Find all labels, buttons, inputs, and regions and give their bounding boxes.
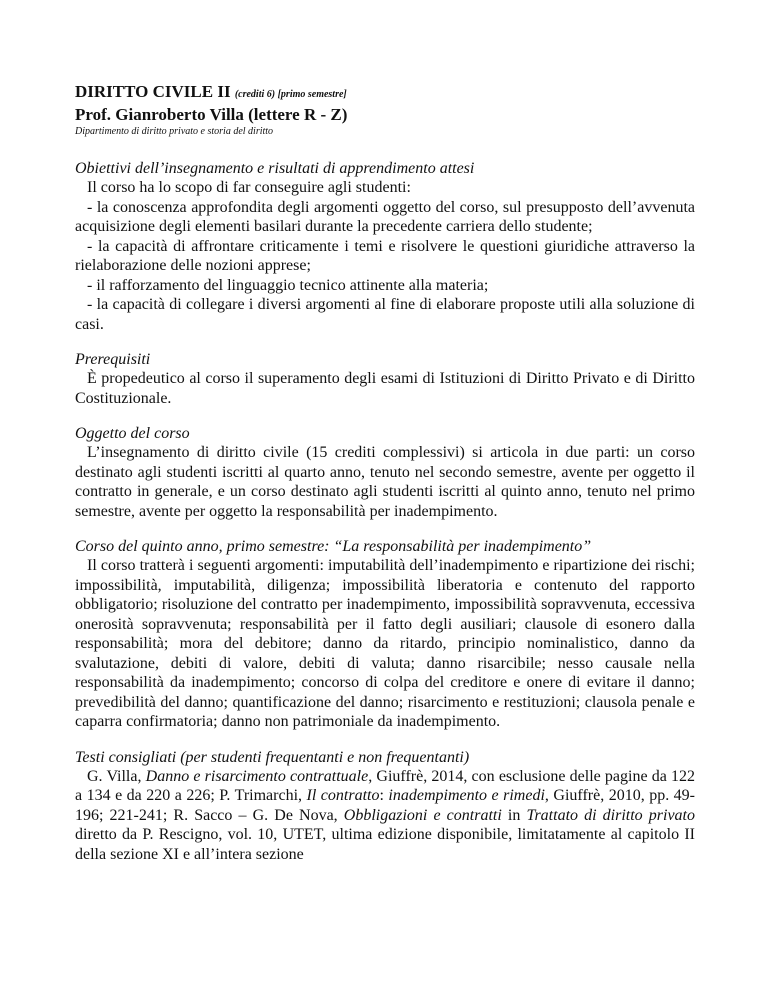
- professor-name: Prof. Gianroberto Villa (lettere R - Z): [75, 105, 348, 124]
- texts-fragment: diretto da P. Rescigno, vol. 10, UTET, ultima edizione disponibile, limitatamente al capitolo II della sezione XI e all’intera sezione: [75, 826, 695, 863]
- prerequisites-heading: Prerequisiti: [75, 351, 151, 368]
- texts-fragment: , Giuffrè, 2010, pp. 49-196; 221-241; R. Sacco – G. De Nova,: [75, 787, 696, 824]
- texts-body: [75, 767, 695, 865]
- texts-section: [75, 748, 695, 865]
- objectives-item: - la capacità di affrontare criticamente i temi e risolvere le questioni giuridiche attraverso la rielaborazione delle nozioni apprese;: [75, 237, 695, 274]
- course-name: DIRITTO CIVILE II: [75, 82, 231, 101]
- prerequisites-text: È propedeutico al corso il superamento degli esami di Istituzioni di Diritto Privato e di Diritto Costituzionale.: [75, 370, 695, 407]
- subject-section: [75, 424, 695, 521]
- objectives-intro: Il corso ha lo scopo di far conseguire agli studenti:: [87, 179, 411, 196]
- subject-text: L’insegnamento di diritto civile (15 crediti complessivi) si articola in due parti: un corso destinato agli studenti iscritti al quarto anno, tenuto nel secondo semestre, avente per oggetto il contratto in generale, e un corso destinato agli studenti iscritti al quinto anno, tenuto nel primo semestre, avente per oggetto la responsabilità per inadempimento.: [75, 444, 695, 520]
- texts-heading: Testi consigliati (per studenti frequentanti e non frequentanti): [75, 748, 470, 766]
- subject-heading: Oggetto del corso: [75, 425, 190, 442]
- objectives-item: - la conoscenza approfondita degli argomenti oggetto del corso, sul presupposto dell’avvenuta acquisizione degli elementi basilari durante la precedente carriera dello studente;: [75, 198, 695, 235]
- course-title: [75, 82, 695, 105]
- objectives-heading: Obiettivi dell’insegnamento e risultati di apprendimento attesi: [75, 160, 475, 177]
- objectives-item: - il rafforzamento del linguaggio tecnico attinente alla materia;: [87, 276, 489, 294]
- objectives-item: - la capacità di collegare i diversi argomenti al fine di elaborare proposte utili alla soluzione di casi.: [75, 296, 695, 333]
- prerequisites-section: [75, 350, 695, 408]
- document-page: [75, 82, 695, 864]
- texts-fragment: in: [501, 806, 527, 824]
- book-title: Trattato di diritto privato: [526, 806, 695, 824]
- objectives-section: [75, 159, 695, 334]
- course-note: (crediti 6) [primo semestre]: [234, 89, 347, 100]
- texts-fragment: G. Villa,: [87, 767, 146, 785]
- department: Dipartimento di diritto privato e storia del diritto: [75, 126, 274, 137]
- book-title: Il contratto: [306, 787, 380, 804]
- texts-fragment: , Giuffrè, 2014, con esclusione delle pagine da 122 a 134 e da 220 a 226; P. Trimarchi,: [75, 767, 696, 804]
- texts-fragment: :: [379, 787, 389, 804]
- fifth-year-section: [75, 537, 695, 732]
- book-title: Danno e risarcimento contrattuale: [145, 767, 369, 785]
- fifth-year-text: Il corso tratterà i seguenti argomenti: imputabilità dell’inadempimento e ripartizione dei rischi; impossibilità, imputabilità, diligenza; impossibilità liberatoria e contenuto del rapporto obbligatorio; risoluzione del contratto per inadempimento, impossibilità sopravvenuta, eccessiva onerosità sopravvenuta; responsabilità per il fatto degli ausiliari; clausole di esonero dalla responsabilità; mora del debitore; danno da ritardo, principio nominalistico, danno da svalutazione, debiti di valore, debiti di valuta; danno risarcibile; nesso causale nella responsabilità da inadempimento; concorso di colpa del creditore e onere di evitare il danno; prevedibilità del danno; quantificazione del danno; risarcimento e restituzioni; clausola penale e caparra confirmatoria; danno non patrimoniale da inadempimento.: [75, 557, 695, 730]
- fifth-year-heading: Corso del quinto anno, primo semestre: “La responsabilità per inadempimento”: [75, 538, 592, 555]
- book-title: inadempimento e rimedi: [388, 787, 545, 804]
- book-title: Obbligazioni e contratti: [343, 806, 502, 824]
